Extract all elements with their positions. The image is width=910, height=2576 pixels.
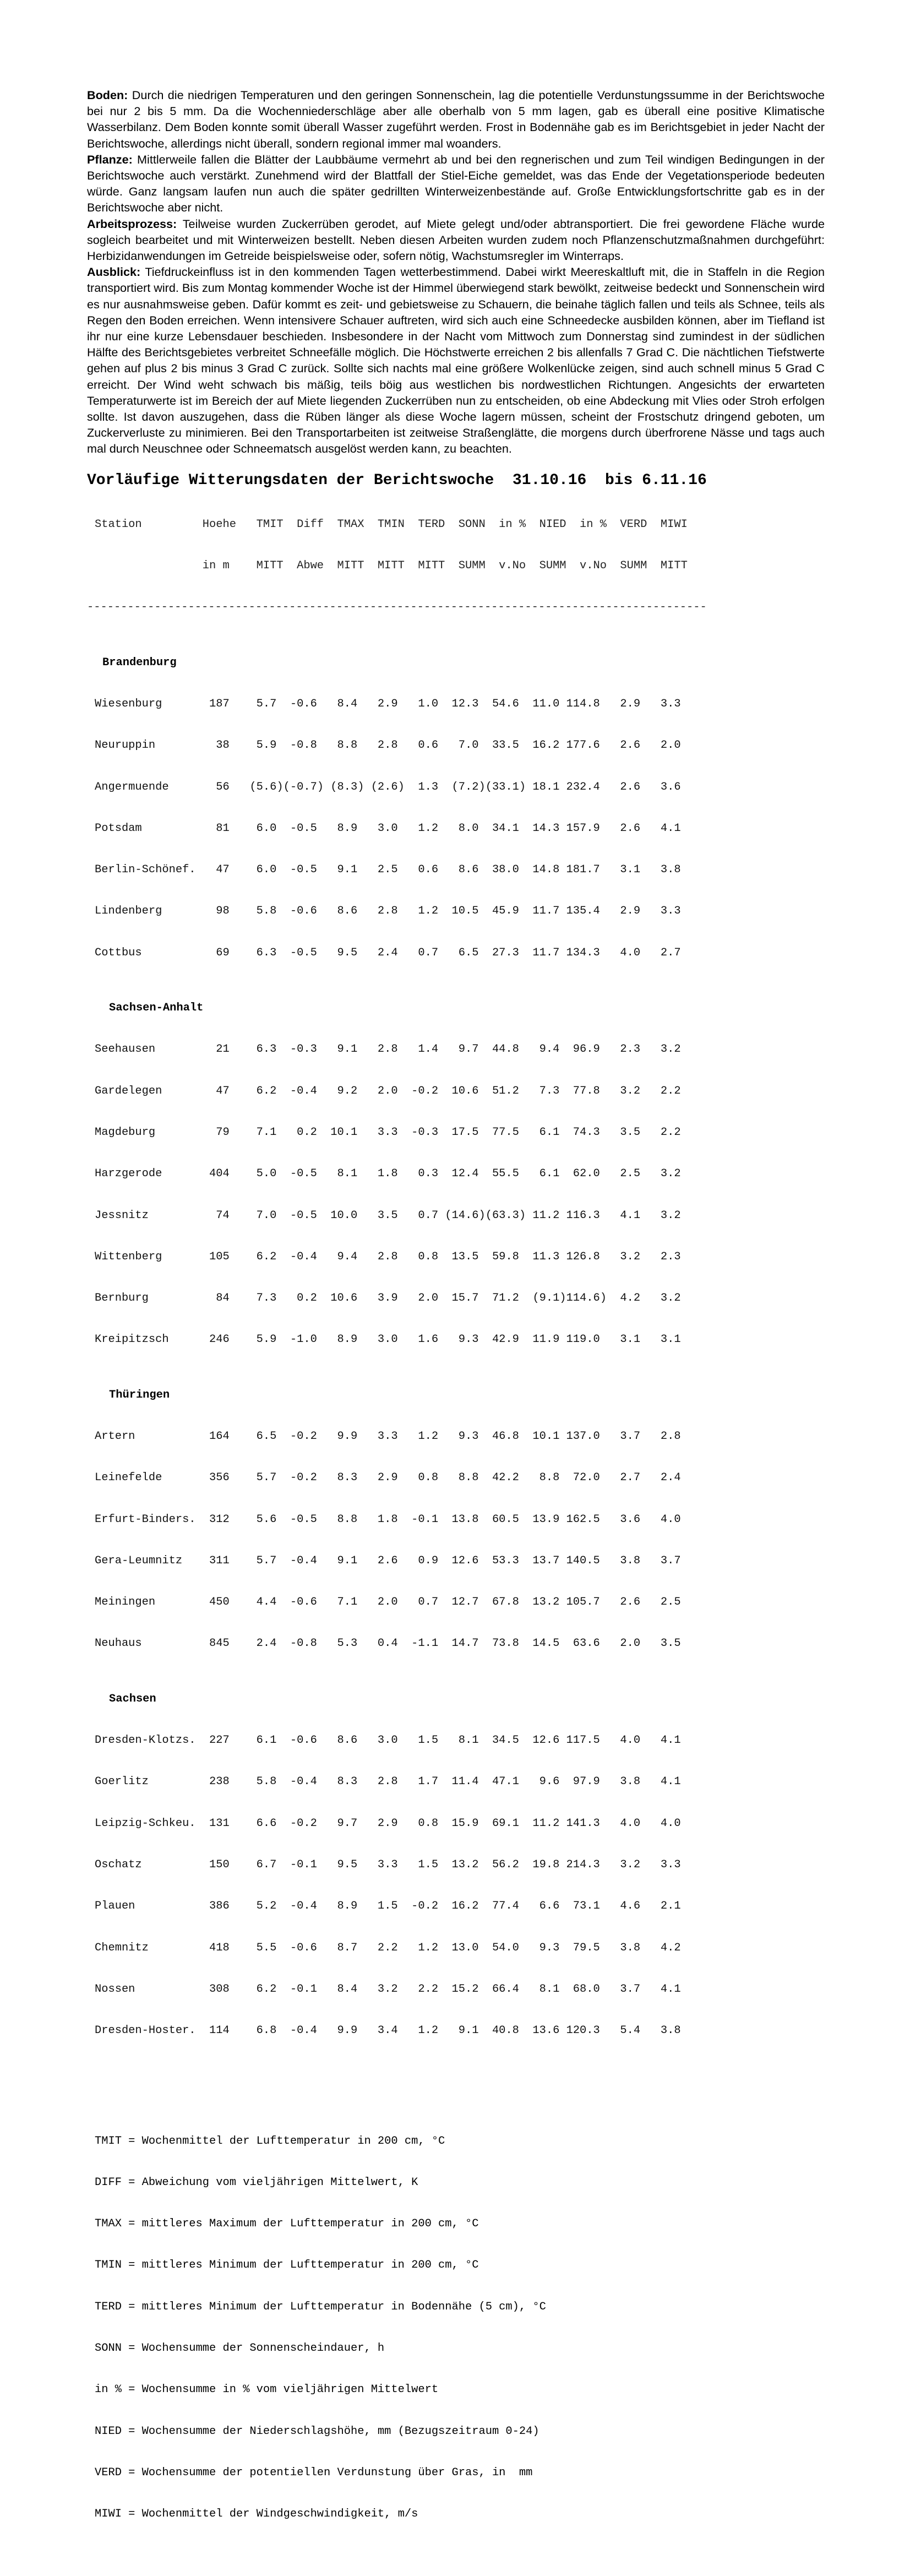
table-row: Berlin-Schönef. 47 6.0 -0.5 9.1 2.5 0.6 8.6 38.0 14.8 181.7 3.1 3.8 [95, 863, 681, 877]
table-row: Neuhaus 845 2.4 -0.8 5.3 0.4 -1.1 14.7 73.8 14.5 63.6 2.0 3.5 [95, 1637, 681, 1650]
group-heading-thueringen: Thüringen [109, 1388, 170, 1401]
table-row: Oschatz 150 6.7 -0.1 9.5 3.3 1.5 13.2 56.2 19.8 214.3 3.2 3.3 [95, 1858, 681, 1871]
table-row: Leinefelde 356 5.7 -0.2 8.3 2.9 0.8 8.8 42.2 8.8 72.0 2.7 2.4 [95, 1471, 681, 1485]
table-row: Dresden-Hoster. 114 6.8 -0.4 9.9 3.4 1.2 9.1 40.8 13.6 120.3 5.4 3.8 [95, 2024, 681, 2037]
legend-item: DIFF = Abweichung vom vieljährigen Mittelwert, K [95, 2176, 418, 2189]
table-row: Potsdam 81 6.0 -0.5 8.9 3.0 1.2 8.0 34.1 14.3 157.9 2.6 4.1 [95, 822, 681, 835]
arbeitsprozess-label: Arbeitsprozess: [87, 216, 177, 231]
table-row: Jessnitz 74 7.0 -0.5 10.0 3.5 0.7 (14.6)(63.3) 11.2 116.3 4.1 3.2 [95, 1209, 681, 1222]
table-row: Wittenberg 105 6.2 -0.4 9.4 2.8 0.8 13.5 59.8 11.3 126.8 3.2 2.3 [95, 1250, 681, 1263]
table-row: Gera-Leumnitz 311 5.7 -0.4 9.1 2.6 0.9 12.6 53.3 13.7 140.5 3.8 3.7 [95, 1554, 681, 1567]
table-row: Artern 164 6.5 -0.2 9.9 3.3 1.2 9.3 46.8 10.1 137.0 3.7 2.8 [95, 1430, 681, 1443]
table-header-row-2: in m MITT Abwe MITT MITT MITT SUMM v.No SUMM v.No SUMM MITT [95, 559, 688, 573]
table-row: Harzgerode 404 5.0 -0.5 8.1 1.8 0.3 12.4 55.5 6.1 62.0 2.5 3.2 [95, 1167, 681, 1181]
legend-item: TMIT = Wochenmittel der Lufttemperatur in 200 cm, °C [95, 2134, 445, 2148]
table-row: Chemnitz 418 5.5 -0.6 8.7 2.2 1.2 13.0 54.0 9.3 79.5 3.8 4.2 [95, 1941, 681, 1954]
table-row: Cottbus 69 6.3 -0.5 9.5 2.4 0.7 6.5 27.3 11.7 134.3 4.0 2.7 [95, 946, 681, 959]
report-text [87, 87, 825, 457]
arbeitsprozess-paragraph [87, 216, 825, 264]
ausblick-paragraph [87, 264, 825, 456]
table-row: Nossen 308 6.2 -0.1 8.4 3.2 2.2 15.2 66.4 8.1 68.0 3.7 4.1 [95, 1982, 681, 1996]
table-row: Wiesenburg 187 5.7 -0.6 8.4 2.9 1.0 12.3 54.6 11.0 114.8 2.9 3.3 [95, 698, 681, 711]
report-page [87, 87, 825, 2576]
table-row: Plauen 386 5.2 -0.4 8.9 1.5 -0.2 16.2 77.4 6.6 73.1 4.6 2.1 [95, 1900, 681, 1913]
ausblick-label: Ausblick: [87, 265, 141, 279]
table-row: Dresden-Klotzs. 227 6.1 -0.6 8.6 3.0 1.5 8.1 34.5 12.6 117.5 4.0 4.1 [95, 1734, 681, 1747]
table-divider: -------------------------------------------------------------------------------------------- [87, 601, 707, 614]
legend-item: MIWI = Wochenmittel der Windgeschwindigkeit, m/s [95, 2508, 418, 2521]
table-row: Goerlitz 238 5.8 -0.4 8.3 2.8 1.7 11.4 47.1 9.6 97.9 3.8 4.1 [95, 1775, 681, 1789]
group-heading-sachsen: Sachsen [109, 1692, 156, 1705]
legend-item: VERD = Wochensumme der potentiellen Verdunstung über Gras, in mm [95, 2466, 533, 2479]
table-row: Angermuende 56 (5.6)(-0.7) (8.3) (2.6) 1.3 (7.2)(33.1) 18.1 232.4 2.6 3.6 [95, 780, 681, 794]
table-row: Seehausen 21 6.3 -0.3 9.1 2.8 1.4 9.7 44.8 9.4 96.9 2.3 3.2 [95, 1043, 681, 1056]
legend-item: TERD = mittleres Minimum der Lufttemperatur in Bodennähe (5 cm), °C [95, 2300, 546, 2313]
table-row: Erfurt-Binders. 312 5.6 -0.5 8.8 1.8 -0.1 13.8 60.5 13.9 162.5 3.6 4.0 [95, 1513, 681, 1526]
table-row: Leipzig-Schkeu. 131 6.6 -0.2 9.7 2.9 0.8 15.9 69.1 11.2 141.3 4.0 4.0 [95, 1817, 681, 1830]
table-row: Magdeburg 79 7.1 0.2 10.1 3.3 -0.3 17.5 77.5 6.1 74.3 3.5 2.2 [95, 1126, 681, 1139]
weather-table [87, 490, 825, 2576]
pflanze-text: Mittlerweile fallen die Blätter der Laubbäume vermehrt ab und bei den regnerischen und zum Teil windigen Bedingungen in der Berichtswoche auch verstärkt. Zunehmend wird der Blattfall der Stiel-Eiche gemeldet, was das Ende der Vegetationsperiode bedeuten würde. Ganz langsam laufen nun auch die später gedrillten Winterweizenbestände auf. Große Entwicklungsfortschritte gab es in der Berichtswoche aber nicht. [87, 152, 825, 215]
boden-paragraph [87, 87, 825, 151]
legend-item: NIED = Wochensumme der Niederschlagshöhe, mm (Bezugszeitraum 0-24) [95, 2425, 540, 2438]
table-row: Lindenberg 98 5.8 -0.6 8.6 2.8 1.2 10.5 45.9 11.7 135.4 2.9 3.3 [95, 905, 681, 918]
boden-label: Boden: [87, 88, 128, 102]
pflanze-label: Pflanze: [87, 152, 133, 166]
table-row: Neuruppin 38 5.9 -0.8 8.8 2.8 0.6 7.0 33.5 16.2 177.6 2.6 2.0 [95, 739, 681, 752]
table-header-row-1: Station Hoehe TMIT Diff TMAX TMIN TERD SONN in % NIED in % VERD MIWI [95, 518, 688, 531]
ausblick-text: Tiefdruckeinfluss ist in den kommenden Tagen wetterbestimmend. Dabei wirkt Meereskaltluft mit, die in Staffeln in die Region transportiert wird. Bis zum Montag kommender Woche ist der Himmel überwiegend stark bewölkt, zeitweise bedeckt und Sonnenschein wird es nur ausnahmsweise geben. Dafür kommt es zeit- und gebietsweise zu Schauern, die beinahe täglich fallen und teils als Schnee, teils als Regen den Boden erreichen. Wenn intensivere Schauer auftreten, wird sich auch eine Schneedecke ausbilden können, aber im Tiefland ist ihr nur eine kurze Lebensdauer beschieden. Insbesondere in der Nacht vom Mittwoch zum Donnerstag sind zumindest in der südlichen Hälfte des Berichtsgebietes verbreitet Schneefälle möglich. Die Höchstwerte erreichen 2 bis allenfalls 7 Grad C. Die nächtlichen Tiefstwerte gehen auf plus 2 bis minus 3 Grad C zurück. Sollte sich nachts mal eine größere Wolkenlücke zeigen, sind auch schnell minus 5 Grad C erreicht. Der Wind weht schwach bis mäßig, teils böig aus westlichen bis nordwestlichen Richtungen. Angesichts der erwarteten Temperaturwerte ist im Bereich der auf Miete liegenden Zuckerrüben nun zu entscheiden, ob eine Abdeckung mit Vlies oder Stroh erfolgen sollte. Ist davon auszugehen, dass die Rüben länger als diese Woche lagern müssen, scheint der Frostschutz dringend geboten, um Zuckerverluste zu minimieren. Bei den Transportarbeiten ist zeitweise Straßenglätte, die morgens durch überfrorene Nässe und tags auch mal durch Neuschnee oder Schneematsch ausgelöst werden kann, zu beachten. [87, 265, 825, 456]
table-row: Meiningen 450 4.4 -0.6 7.1 2.0 0.7 12.7 67.8 13.2 105.7 2.6 2.5 [95, 1596, 681, 1609]
legend-item: SONN = Wochensumme der Sonnenscheindauer, h [95, 2342, 385, 2355]
abbreviation-legend [95, 2106, 825, 2548]
pflanze-paragraph [87, 151, 825, 216]
arbeitsprozess-text: Teilweise wurden Zuckerrüben gerodet, auf Miete gelegt und/oder abtransportiert. Die frei gewordene Fläche wurde sogleich bearbeitet und mit Winterweizen bestellt. Neben diesen Arbeiten wurden zudem noch Pflanzenschutzmaßnahmen durchgeführt: Herbizidanwendungen im Getreide beispielsweise oder, sofern nötig, Wachstumsregler im Winterraps. [87, 216, 825, 263]
group-heading-sachsen-anhalt: Sachsen-Anhalt [109, 1002, 204, 1015]
table-title: Vorläufige Witterungsdaten der Berichtswoche 31.10.16 bis 6.11.16 [87, 471, 707, 489]
group-heading-brandenburg: Brandenburg [102, 656, 177, 669]
table-row: Bernburg 84 7.3 0.2 10.6 3.9 2.0 15.7 71.2 (9.1)114.6) 4.2 3.2 [95, 1292, 681, 1305]
legend-item: TMAX = mittleres Maximum der Lufttemperatur in 200 cm, °C [95, 2218, 479, 2231]
table-row: Gardelegen 47 6.2 -0.4 9.2 2.0 -0.2 10.6 51.2 7.3 77.8 3.2 2.2 [95, 1084, 681, 1097]
table-row: Kreipitzsch 246 5.9 -1.0 8.9 3.0 1.6 9.3 42.9 11.9 119.0 3.1 3.1 [95, 1333, 681, 1346]
legend-item: in % = Wochensumme in % vom vieljährigen Mittelwert [95, 2383, 439, 2396]
boden-text: Durch die niedrigen Temperaturen und den geringen Sonnenschein, lag die potentielle Verdunstungssumme in der Berichtswoche bei nur 2 bis 5 mm. Da die Wochenniederschläge aber alle oberhalb von 5 mm lagen, gab es überall eine positive Klimatische Wasserbilanz. Dem Boden konnte somit überall Wasser zugeführt werden. Frost in Bodennähe gab es im Berichtsgebiet in jeder Nacht der Berichtswoche, allerdings nicht überall, sondern regional immer mal woanders. [87, 88, 825, 150]
legend-item: TMIN = mittleres Minimum der Lufttemperatur in 200 cm, °C [95, 2259, 479, 2272]
